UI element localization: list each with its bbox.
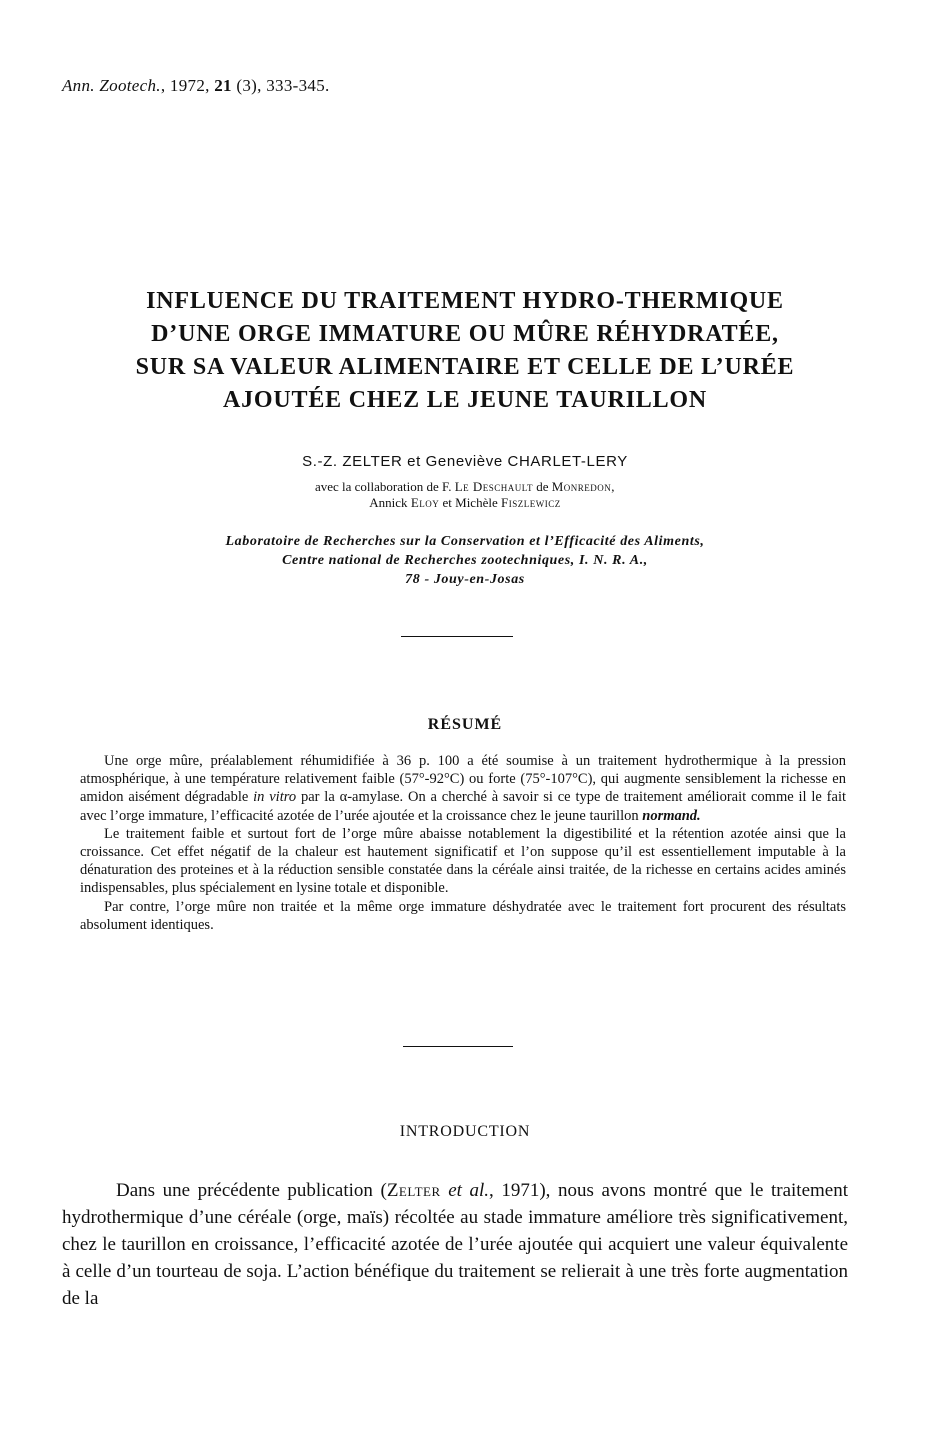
affiliation-line-2: Centre national de Recherches zootechniques, I. N. R. A., bbox=[282, 553, 648, 568]
introduction-paragraph-1 bbox=[62, 1177, 848, 1312]
collab-name-le-deschault: Le Deschault bbox=[454, 479, 533, 494]
collab-prefix: avec la collaboration de F. bbox=[314, 479, 452, 494]
intro-ref-author: Zelter bbox=[386, 1180, 441, 1201]
introduction-heading: INTRODUCTION bbox=[399, 1123, 531, 1140]
journal-citation: Ann. Zootech., 1972, 21 (3), 333-345. bbox=[62, 76, 330, 95]
section-divider-bottom bbox=[403, 1046, 513, 1047]
collab-de: de bbox=[536, 479, 549, 494]
citation-volume: 21 bbox=[214, 76, 232, 95]
collab-name-fiszlewicz: Fiszlewicz bbox=[500, 495, 561, 510]
abstract-in-vitro: in vitro bbox=[253, 789, 297, 806]
collab-first-annick: Annick bbox=[369, 495, 408, 510]
collab-name-monredon: Monredon, bbox=[551, 479, 616, 494]
collaborators bbox=[0, 479, 930, 511]
abstract-p1-text-a: Une orge mûre, préalablement réhumidifiée à 36 p. 100 a été soumise à un traitement hydrothermique à la pression atmosphérique, à une température relativement faible (57°-92°C) ou forte (75°-107°C), qui augmente sensiblement la richesse en amidon aisément dégradable bbox=[80, 753, 846, 806]
collaborators-line-2 bbox=[0, 495, 930, 511]
citation-year: 1972, bbox=[169, 76, 210, 95]
affiliation bbox=[0, 532, 930, 589]
introduction-body bbox=[62, 1177, 848, 1312]
author-list: S.-Z. ZELTER et Geneviève CHARLET-LERY bbox=[302, 453, 628, 470]
paper-title bbox=[40, 285, 890, 417]
abstract-paragraph-1 bbox=[80, 752, 846, 825]
collaborators-line-1 bbox=[0, 479, 930, 495]
abstract-paragraph-3: Par contre, l’orge mûre non traitée et la même orge immature déshydratée avec le traitement fort procurent des résultats absolument identiques. bbox=[80, 898, 846, 933]
collab-et-michele: et Michèle bbox=[442, 495, 498, 510]
title-line-2: D’UNE ORGE IMMATURE OU MÛRE RÉHYDRATÉE, bbox=[151, 321, 779, 347]
title-line-1: INFLUENCE DU TRAITEMENT HYDRO-THERMIQUE bbox=[146, 288, 784, 314]
abstract bbox=[80, 752, 846, 934]
title-line-4: AJOUTÉE CHEZ LE JEUNE TAURILLON bbox=[222, 387, 707, 413]
intro-p1-text-a: Dans une précédente publication ( bbox=[116, 1180, 387, 1201]
intro-p1-text-b: , 1971), nous avons montré que le traitement hydrothermique d’une céréale (orge, maïs) récoltée au stade immature améliore très significativement, chez le taurillon en croissance, l’efficacité azotée de l’urée ajoutée qui acquiert une valeur équivalente à celle d’un tourteau de soja. L’action bénéfique du traitement se relierait à une très forte augmentation de la bbox=[62, 1180, 848, 1309]
abstract-p1-text-b: par la α-amylase. On a cherché à savoir si ce type de traitement améliorait comme il le fait avec l’orge immature, l’efficacité azotée de l’urée ajoutée et la croissance chez le jeune taurillon bbox=[80, 789, 847, 824]
citation-issue-pages: (3), 333-345. bbox=[236, 76, 330, 95]
abstract-paragraph-2: Le traitement faible et surtout fort de l’orge mûre abaisse notablement la digestibilité et la rétention azotée ainsi que la croissance. Cet effet négatif de la chaleur est hautement significatif et l’on suppose qu’il est essentiellement imputable à la dénaturation des proteines et à la réduction sensible constatée dans la céréale ainsi traitée, de la richesse en certains acides aminés indispensables, plus spécialement en lysine totale et disponible. bbox=[80, 825, 846, 897]
section-divider-top bbox=[401, 636, 513, 637]
affiliation-line-3: 78 - Jouy-en-Josas bbox=[405, 572, 525, 587]
resume-heading: RÉSUMÉ bbox=[427, 716, 503, 733]
affiliation-line-1: Laboratoire de Recherches sur la Conservation et l’Efficacité des Aliments, bbox=[225, 534, 705, 549]
abstract-normand: normand. bbox=[642, 807, 701, 824]
title-line-3: SUR SA VALEUR ALIMENTAIRE ET CELLE DE L’URÉE bbox=[135, 354, 795, 380]
journal-name: Ann. Zootech. bbox=[62, 76, 161, 95]
intro-ref-etal: et al. bbox=[448, 1180, 490, 1201]
collab-name-eloy: Eloy bbox=[410, 495, 440, 510]
